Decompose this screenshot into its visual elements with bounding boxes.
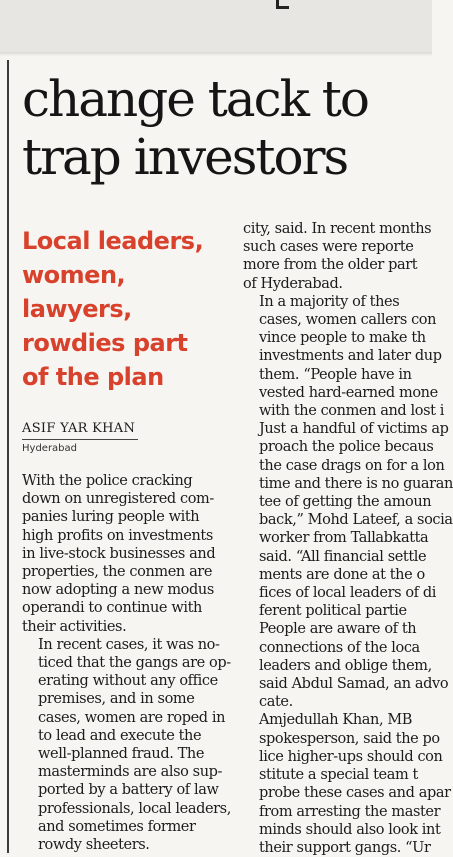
dateline: Hyderabad <box>22 443 77 454</box>
text-line: of Hyderabad. <box>243 275 343 292</box>
text-line: Just a handful of victims ap <box>259 421 449 438</box>
page-fold-shadow <box>0 52 432 56</box>
article-column-left <box>22 472 231 854</box>
deck-line: of the plan <box>22 363 164 391</box>
text-line: professionals, local leaders, <box>38 800 231 817</box>
paragraph-1 <box>22 472 222 636</box>
text-line: Amjedullah Khan, MB <box>259 712 413 729</box>
text-line: said. “All financial settle <box>259 548 427 565</box>
paragraph-continued <box>243 220 438 293</box>
text-line: minds should also look int <box>259 821 441 838</box>
text-line: erating without any office <box>38 673 218 690</box>
text-line: In recent cases, it was no- <box>38 636 220 653</box>
text-line: vince people to make th <box>259 330 426 347</box>
text-line: high profits on investments <box>22 527 213 544</box>
text-line: vested hard-earned mone <box>259 384 438 401</box>
text-line: proach the police becaus <box>259 439 434 456</box>
text-line: tee of getting the amoun <box>259 494 432 511</box>
text-line: leaders and oblige them, <box>259 657 432 674</box>
text-line: such cases were reporte <box>243 239 414 256</box>
text-line: ticed that the gangs are op- <box>38 655 231 672</box>
text-line: their activities. <box>22 618 127 635</box>
text-line: and sometimes former <box>38 818 196 835</box>
text-line: more from the older part <box>243 257 418 274</box>
text-line: city, said. In recent months <box>243 221 432 237</box>
paragraph-victims <box>243 293 453 712</box>
text-line: them. “People have in <box>259 366 412 383</box>
text-line: probe these cases and apar <box>259 785 451 802</box>
crop-mark <box>276 0 289 9</box>
text-line: premises, and in some <box>38 691 195 708</box>
text-line: stitute a special team t <box>259 767 418 784</box>
text-line: down on unregistered com- <box>22 491 214 508</box>
text-line: time and there is no guaran <box>259 475 453 492</box>
deck-line: Local leaders, <box>22 227 204 255</box>
deck-line: rowdies part <box>22 329 188 357</box>
page-top-margin <box>0 0 432 56</box>
deck-line: women, <box>22 261 126 289</box>
text-line: from arresting the master <box>259 803 441 820</box>
text-line: well-planned fraud. The <box>38 746 205 763</box>
text-line: lice higher-ups should con <box>259 748 443 765</box>
text-line: said Abdul Samad, an advo <box>259 676 449 693</box>
text-line: properties, the conmen are <box>22 564 213 581</box>
text-line: In a majority of thes <box>259 293 400 310</box>
text-line: ferent political partie <box>259 603 407 620</box>
text-line: with the conmen and lost i <box>259 403 445 420</box>
text-line: fices of local leaders of di <box>259 585 436 602</box>
text-line: cases, women callers con <box>259 312 437 329</box>
column-rule <box>7 60 9 853</box>
headline-line-2: trap investors <box>22 128 348 186</box>
text-line: now adopting a new modus <box>22 582 214 599</box>
text-line: panies luring people with <box>22 509 200 526</box>
text-line: People are aware of th <box>259 621 417 638</box>
byline-rule <box>22 439 138 440</box>
text-line: operandi to continue with <box>22 600 202 617</box>
text-line: back,” Mohd Lateef, a socia <box>259 512 453 529</box>
text-line: to lead and execute the <box>38 727 202 744</box>
article-column-right <box>243 220 453 856</box>
paragraph-spokesperson <box>243 711 451 857</box>
text-line: in live-stock businesses and <box>22 545 216 562</box>
text-line: With the police cracking <box>22 473 193 489</box>
text-line: masterminds are also sup- <box>38 764 223 781</box>
subheadline-deck <box>22 224 222 394</box>
byline-author: ASIF YAR KHAN <box>22 421 136 436</box>
text-line: ported by a battery of law <box>38 782 219 799</box>
deck-line: lawyers, <box>22 295 132 323</box>
paragraph-2 <box>22 636 231 854</box>
text-line: cate. <box>259 694 293 711</box>
text-line: cases, women are roped in <box>38 709 226 726</box>
text-line: investments and later dup <box>259 348 442 365</box>
text-line: rowdy sheeters. <box>38 837 150 854</box>
text-line: ments are done at the o <box>259 566 425 583</box>
text-line: the case drags on for a lon <box>259 457 445 474</box>
headline-line-1: change tack to <box>22 70 368 128</box>
headline <box>22 70 432 186</box>
text-line: connections of the loca <box>259 639 420 656</box>
text-line: their support gangs. “Ur <box>259 839 431 856</box>
text-line: worker from Tallabkatta <box>259 530 429 547</box>
text-line: spokesperson, said the po <box>259 730 440 747</box>
